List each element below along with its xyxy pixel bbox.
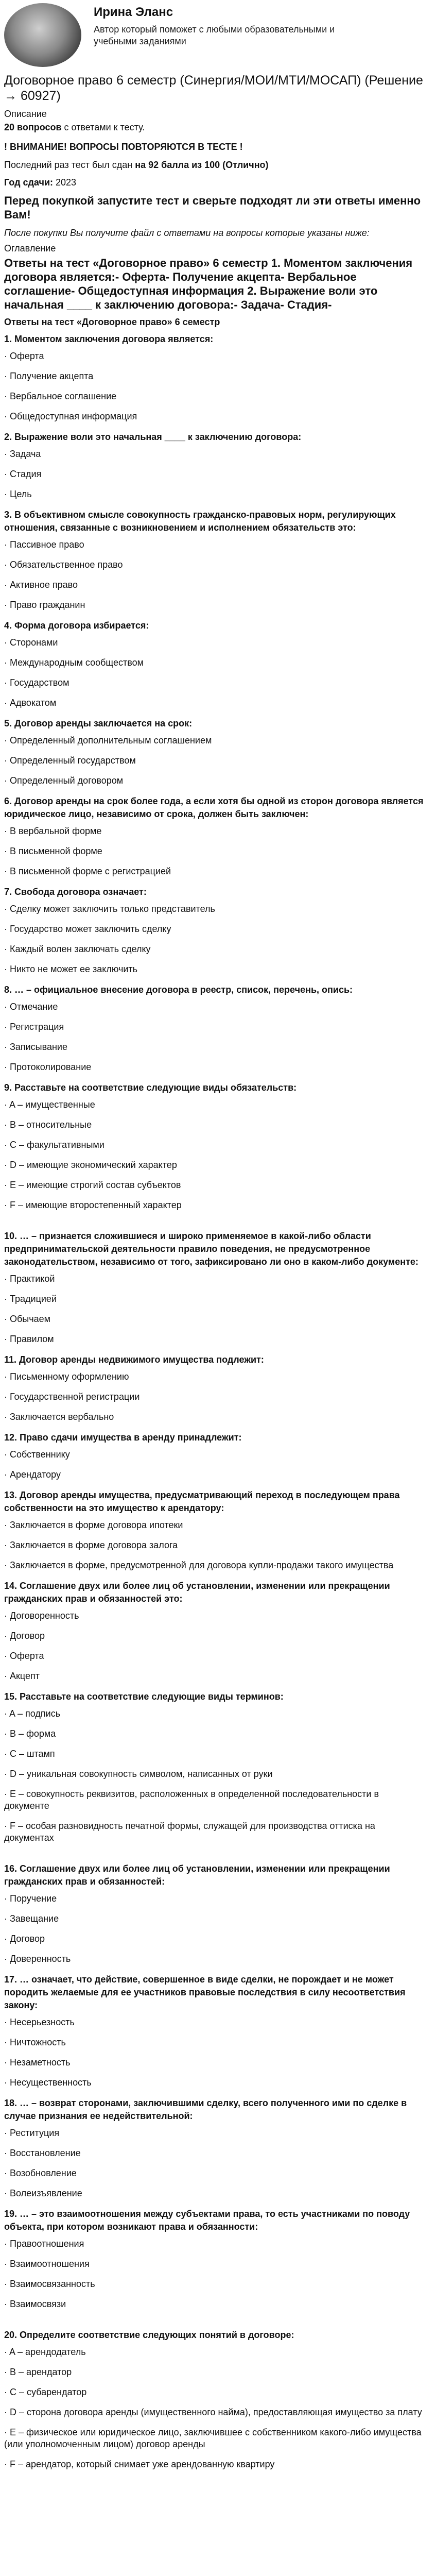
answer-option: · В письменной форме [4,845,424,857]
answer-option: · Завещание [4,1913,424,1925]
question-block [4,1862,424,1965]
answer-option: · Пассивное право [4,539,424,551]
answer-option: · Регистрация [4,1021,424,1033]
avatar[interactable] [4,3,81,67]
answer-option: · C – штамп [4,1748,424,1760]
answer-option: · Отмечание [4,1001,424,1013]
answer-option: · Поручение [4,1893,424,1905]
question-block [4,1580,424,1682]
question-text: 1. Моментом заключения договора является: [4,334,214,344]
question-text: 9. Расставьте на соответствие следующие виды обязательств: [4,1082,297,1093]
answer-option: · Реституция [4,2127,424,2139]
answer-option: · Восстановление [4,2147,424,2159]
question-block [4,1690,424,1844]
spacer [4,1852,424,1862]
author-header [4,3,424,73]
question-block [4,984,424,1073]
answer-option: · A – имущественные [4,1099,424,1111]
answer-option: · Государственной регистрации [4,1391,424,1403]
question-text: 10. … – признается сложившиеся и широко применяемое в какой-либо области предпринимательской деятельности правило поведения, не предусмотренное законодательством, независимо от того, зафиксировано ли оно в каком-либо документе: [4,1231,418,1267]
answer-option: · E – имеющие строгий состав субъектов [4,1179,424,1191]
spacer [4,1219,424,1230]
answer-option: · F – арендатор, который снимает уже арендованную квартиру [4,2459,424,2470]
question-block [4,1431,424,1481]
answers-header: Ответы на тест «Договорное право» 6 семестр [4,317,220,327]
answer-option: · Акцепт [4,1670,424,1682]
answer-option: · B – арендатор [4,2366,424,2378]
question-block [4,717,424,787]
question-text: 18. … – возврат сторонами, заключившими сделку, всего полученного ими по сделке в случае признания ее недействительной: [4,2098,407,2121]
question-block [4,2208,424,2310]
answer-option: · Вербальное соглашение [4,391,424,402]
answer-option: · A – арендодатель [4,2346,424,2358]
answer-option: · Несущественность [4,2077,424,2089]
answer-option: · Государство может заключить сделку [4,923,424,935]
cta-text: Перед покупкой запустите тест и сверьте подходят ли эти ответы именно Вам! [4,194,421,221]
question-block [4,431,424,500]
question-text: 13. Договор аренды имущества, предусматривающий переход в последующем права собственности на это имущество к арендатору: [4,1490,400,1513]
author-info [94,3,361,47]
answer-option: · Право гражданин [4,599,424,611]
question-text: 8. … – официальное внесение договора в реестр, список, перечень, опись: [4,985,353,995]
answer-option: · Записывание [4,1041,424,1053]
warning-text: ! ВНИМАНИЕ! ВОПРОСЫ ПОВТОРЯЮТСЯ В ТЕСТЕ ! [4,142,243,152]
question-text: 11. Договор аренды недвижимого имущества подлежит: [4,1354,264,1365]
answer-option: · C – факультативными [4,1139,424,1151]
answer-option: · A – подпись [4,1708,424,1720]
answer-option: · C – субарендатор [4,2386,424,2398]
answer-option: · Получение акцепта [4,370,424,382]
questions-count [4,121,424,133]
answer-option: · Никто не может ее заключить [4,963,424,975]
question-text: 20. Определите соответствие следующих понятий в договоре: [4,2330,294,2340]
question-text: 6. Договор аренды на срок более года, а если хотя бы одной из сторон договора является юридическое лицо, независимо от срока, должен быть заключен: [4,796,424,819]
answer-option: · Правилом [4,1333,424,1345]
answer-option: · Цель [4,488,424,500]
answer-option: · Международным сообществом [4,657,424,669]
answer-option: · Обязательственное право [4,559,424,571]
question-block [4,619,424,709]
questions-count-suffix: с ответами к тесту. [61,122,145,132]
answer-option: · Письменному оформлению [4,1371,424,1383]
author-name[interactable]: Ирина Эланс [94,5,173,19]
answer-option: · F – имеющие второстепенный характер [4,1199,424,1211]
answer-option: · Каждый волен заключать сделку [4,943,424,955]
answer-option: · Взаимосвязи [4,2298,424,2310]
question-text: 14. Соглашение двух или более лиц об установлении, изменении или прекращении гражданских прав и обязанностей это: [4,1581,390,1604]
answer-option: · Сторонами [4,637,424,649]
answer-option: · Заключается вербально [4,1411,424,1423]
question-block [4,1353,424,1423]
answer-option: · B – форма [4,1728,424,1740]
question-block [4,1973,424,2089]
answer-option: · B – относительные [4,1119,424,1131]
answer-option: · D – имеющие экономический характер [4,1159,424,1171]
page-title: Договорное право 6 семестр (Синергия/МОИ/МТИ/МОСАП) (Решение → 60927) [4,73,423,103]
answer-option: · Определенный договором [4,775,424,787]
answer-option: · Арендатору [4,1469,424,1481]
year [4,176,424,189]
answer-option: · Правоотношения [4,2238,424,2250]
question-block [4,509,424,611]
answer-option: · Волеизъявление [4,2188,424,2199]
toc-label: Оглавление [4,243,56,253]
answer-option: · Несерьезность [4,2016,424,2028]
answer-option: · Определенный дополнительным соглашением [4,735,424,747]
answer-option: · Договоренность [4,1610,424,1622]
answer-option: · Протоколирование [4,1061,424,1073]
answer-option: · Обычаем [4,1313,424,1325]
question-text: 3. В объективном смысле совокупность гражданско-правовых норм, регулирующих отношения, связанные с возникновением и исполнением обязательств это: [4,510,396,533]
answer-option: · Договор [4,1933,424,1945]
answer-option: · Адвокатом [4,697,424,709]
answer-option: · Взаимосвязанность [4,2278,424,2290]
question-text: 4. Форма договора избирается: [4,620,149,631]
answer-option: · Взаимоотношения [4,2258,424,2270]
question-list [4,333,424,2470]
answer-option: · Оферта [4,1650,424,1662]
year-value: 2023 [53,177,77,188]
question-block [4,2097,424,2199]
answer-option: · Определенный государством [4,755,424,767]
question-text: 17. … означает, что действие, совершенное в виде сделки, не порождает и не может породить желаемые для ее участников правовые последствия в силу несоответствия закону: [4,1974,406,2010]
question-text: 2. Выражение воли это начальная ____ к заключению договора: [4,432,302,442]
answer-option: · Незаметность [4,2057,424,2069]
question-text: 19. … – это взаимоотношения между субъектами права, то есть участниками по поводу объекта, при котором возникают права и обязанности: [4,2209,410,2232]
last-test-prefix: Последний раз тест был сдан [4,160,135,170]
answer-option: · E – совокупность реквизитов, расположенных в определенной последовательности в документе [4,1788,424,1812]
questions-count-value: 20 вопросов [4,122,62,132]
answer-option: · Заключается в форме, предусмотренной для договора купли-продажи такого имущества [4,1560,424,1571]
answer-option: · Заключается в форме договора ипотеки [4,1519,424,1531]
answer-option: · F – особая разновидность печатной формы, служащей для производства оттиска на документах [4,1820,424,1844]
answer-option: · Задача [4,448,424,460]
question-block [4,1081,424,1211]
question-block [4,795,424,877]
answer-option: · Практикой [4,1273,424,1285]
question-text: 12. Право сдачи имущества в аренду принадлежит: [4,1432,242,1443]
answer-option: · Договор [4,1630,424,1642]
answer-option: · Стадия [4,468,424,480]
answer-option: · Ничтожность [4,2037,424,2048]
question-block [4,1489,424,1571]
spacer [4,2318,424,2329]
answer-option: · D – уникальная совокупность символом, написанных от руки [4,1768,424,1780]
answer-option: · Сделку может заключить только представитель [4,903,424,915]
toc-title: Ответы на тест «Договорное право» 6 семестр 1. Моментом заключения договора является:- Оферта- Получение акцепта- Вербальное соглашение- Общедоступная информация 2. Выражение воли это начальная ____ к заключению договора:- Задача- Стадия- [4,257,413,311]
author-description: Автор который поможет с любыми образовательными и учебными заданиями [94,24,335,46]
question-text: 16. Соглашение двух или более лиц об установлении, изменении или прекращении гражданских прав и обязанностей: [4,1863,390,1887]
answer-option: · Общедоступная информация [4,411,424,422]
question-block [4,1230,424,1345]
question-text: 5. Договор аренды заключается на срок: [4,718,193,728]
answer-option: · Возобновление [4,2167,424,2179]
answer-option: · Оферта [4,350,424,362]
description-label: Описание [4,109,47,119]
answer-option: · Традицией [4,1293,424,1305]
answer-option: · D – сторона договора аренды (имущественного найма), предоставляющая имущество за плату [4,2406,424,2418]
answer-option: · Собственнику [4,1449,424,1461]
answer-option: · Государством [4,677,424,689]
year-label: Год сдачи: [4,177,54,188]
last-test [4,159,424,171]
note-text: После покупки Вы получите файл с ответами на вопросы которые указаны ниже: [4,228,370,238]
answer-option: · Доверенность [4,1953,424,1965]
answer-option: · Заключается в форме договора залога [4,1539,424,1551]
answer-option: · В письменной форме с регистрацией [4,866,424,877]
question-block [4,2329,424,2470]
question-block [4,886,424,975]
question-text: 15. Расставьте на соответствие следующие виды терминов: [4,1691,284,1702]
question-block [4,333,424,422]
answer-option: · Активное право [4,579,424,591]
answer-option: · В вербальной форме [4,825,424,837]
last-test-value: на 92 балла из 100 (Отлично) [135,160,269,170]
answer-option: · E – физическое или юридическое лицо, заключившее с собственником какого-либо имущества (или уполномоченным лицом) договор аренды [4,2427,424,2450]
question-text: 7. Свобода договора означает: [4,887,147,897]
